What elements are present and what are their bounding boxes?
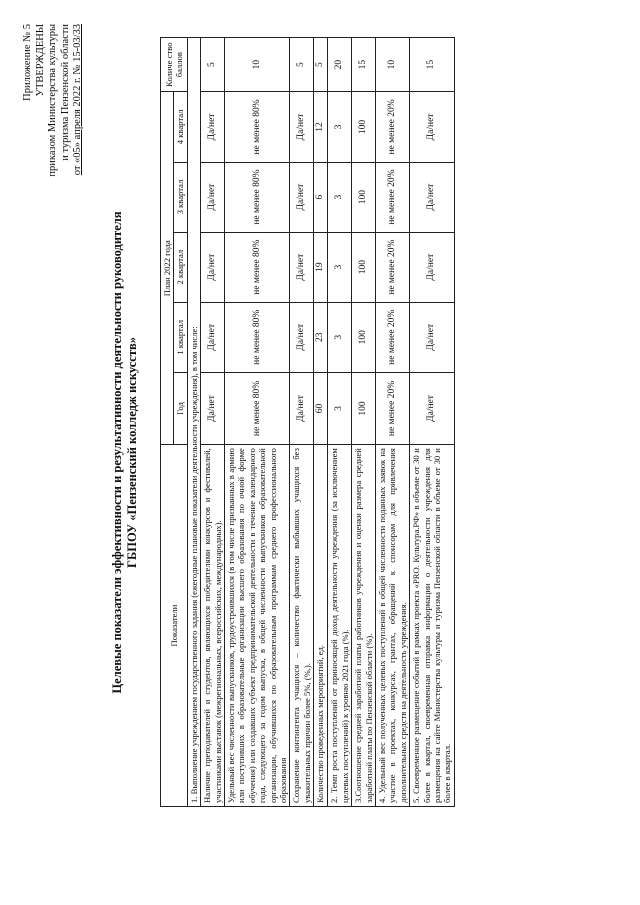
value-q4: не менее 20% bbox=[375, 92, 409, 162]
value-year: Да/нет bbox=[410, 372, 455, 444]
indicator-text: 5. Своевременное размещение событий в рамках проекта «PRO. Культура.РФ» в объеме от 30 и более в квартал, своевременная отправка информации о деятельности учреждения для размещения на сайте Министерства культуры и туризма Пензенской области в объеме от 30 и более в квартал. bbox=[410, 445, 455, 807]
value-q4: не менее 80% bbox=[225, 92, 290, 162]
value-year: не менее 20% bbox=[375, 372, 409, 444]
value-q2: 3 bbox=[328, 232, 352, 302]
table-row bbox=[201, 38, 225, 807]
header-date: от «05» апреля 2022 г. № 15-03/33 bbox=[72, 24, 83, 176]
value-q3: Да/нет bbox=[290, 162, 314, 232]
value-q1: Да/нет bbox=[201, 302, 225, 372]
value-q3: 3 bbox=[328, 162, 352, 232]
title-line-1: Целевые показатели эффективности и результативности деятельности руководителя bbox=[110, 211, 124, 694]
value-points: 15 bbox=[352, 38, 376, 92]
value-q3: не менее 20% bbox=[375, 162, 409, 232]
title-line-2: ГБПОУ «Пензенский колледж искусств» bbox=[125, 337, 139, 568]
value-q4: Да/нет bbox=[410, 92, 455, 162]
value-q4: Да/нет bbox=[201, 92, 225, 162]
value-q1: Да/нет bbox=[410, 302, 455, 372]
header-q4: 4 квартал bbox=[174, 92, 187, 162]
value-q2: Да/нет bbox=[410, 232, 455, 302]
document-title bbox=[110, 0, 140, 905]
value-q3: 6 bbox=[314, 162, 328, 232]
value-points: 20 bbox=[328, 38, 352, 92]
header-q3: 3 квартал bbox=[174, 162, 187, 232]
value-points: 5 bbox=[201, 38, 225, 92]
table-row bbox=[225, 38, 290, 807]
value-points: 5 bbox=[290, 38, 314, 92]
table-row bbox=[314, 38, 328, 807]
value-q1: не менее 80% bbox=[225, 302, 290, 372]
section-row bbox=[187, 38, 200, 807]
value-q1: не менее 20% bbox=[375, 302, 409, 372]
value-q2: 19 bbox=[314, 232, 328, 302]
value-q3: 100 bbox=[352, 162, 376, 232]
value-q2: не менее 80% bbox=[225, 232, 290, 302]
header-line: приказом Министерства культуры bbox=[47, 24, 58, 177]
header-indicators: Показатели bbox=[161, 445, 188, 807]
value-q4: 3 bbox=[328, 92, 352, 162]
value-q4: Да/нет bbox=[290, 92, 314, 162]
value-q3: Да/нет bbox=[410, 162, 455, 232]
header-line: и туризма Пензенской области bbox=[59, 24, 71, 161]
indicators-table bbox=[160, 37, 455, 807]
header-line: Приложение № 5 bbox=[22, 24, 33, 101]
approval-header bbox=[22, 24, 85, 284]
header-q2: 2 квартал bbox=[174, 232, 187, 302]
indicator-text: 3.Соотношение средней заработной платы работников учреждения и оценки размера средней заработной платы по Пензенской области (%). bbox=[352, 445, 376, 807]
table-row bbox=[290, 38, 314, 807]
indicator-text: 2. Темп роста поступлений от приносящей доход деятельности учреждения (за исключением целевых поступлений) к уровню 2021 года (%). bbox=[328, 445, 352, 807]
value-points: 5 bbox=[314, 38, 328, 92]
value-q4: 12 bbox=[314, 92, 328, 162]
table-row bbox=[375, 38, 409, 807]
value-q1: 3 bbox=[328, 302, 352, 372]
value-points: 10 bbox=[375, 38, 409, 92]
table-row bbox=[352, 38, 376, 807]
value-year: 3 bbox=[328, 372, 352, 444]
value-q3: не менее 80% bbox=[225, 162, 290, 232]
value-q3: Да/нет bbox=[201, 162, 225, 232]
value-points: 15 bbox=[410, 38, 455, 92]
indicator-text: Удельный вес численности выпускников, трудоустроившихся (в том числе призванных в армию или поступивших в образовательные организации высшего образования по очной форме обучения) или создавших субъект предпринимательской деятельности в течение календарного года, следующего за годом выпуска, в общей численности выпускников образовательной организации, обучившихся по образовательным программам среднего профессионального образования bbox=[225, 445, 290, 807]
table-header-row bbox=[161, 38, 174, 807]
indicator-text: Сохранение контингента учащихся – количество фактически выбывших учащихся без уважительных причин более 5%, (%,). bbox=[290, 445, 314, 807]
value-year: не менее 80% bbox=[225, 372, 290, 444]
value-q2: 100 bbox=[352, 232, 376, 302]
header-plan: План 2022 года bbox=[161, 92, 174, 445]
table-row bbox=[410, 38, 455, 807]
header-year: Год bbox=[174, 372, 187, 444]
header-line: УТВЕРЖДЕНЫ bbox=[34, 24, 46, 97]
value-year: Да/нет bbox=[201, 372, 225, 444]
value-q1: 23 bbox=[314, 302, 328, 372]
indicator-text: Наличие преподавателей и студентов, являющихся победителями конкурсов и фестивалей, участниками выставок (межрегиональных, всероссийских, международных). bbox=[201, 445, 225, 807]
value-q2: не менее 20% bbox=[375, 232, 409, 302]
section-1-title: 1. Выполнение учреждением государственного задания (ежегодные плановые показатели деятельности учреждения), в том числе: bbox=[187, 38, 200, 807]
value-year: Да/нет bbox=[290, 372, 314, 444]
value-q1: 100 bbox=[352, 302, 376, 372]
value-year: 100 bbox=[352, 372, 376, 444]
indicator-text: Количество проведенных мероприятий, ед. bbox=[314, 445, 328, 807]
value-points: 10 bbox=[225, 38, 290, 92]
value-q1: Да/нет bbox=[290, 302, 314, 372]
value-q4: 100 bbox=[352, 92, 376, 162]
value-q2: Да/нет bbox=[201, 232, 225, 302]
header-q1: 1 квартал bbox=[174, 302, 187, 372]
header-points: Количе ство баллов bbox=[161, 38, 188, 92]
table-row bbox=[328, 38, 352, 807]
indicator-text: 4. Удельный вес полученных целевых поступлений в общей численности поданных заявок на участие в проектах, конкурсах, грантах, обращений к спонсорам для привлечения дополнительных средств на деятельность учреждения. bbox=[375, 445, 409, 807]
value-year: 60 bbox=[314, 372, 328, 444]
value-q2: Да/нет bbox=[290, 232, 314, 302]
